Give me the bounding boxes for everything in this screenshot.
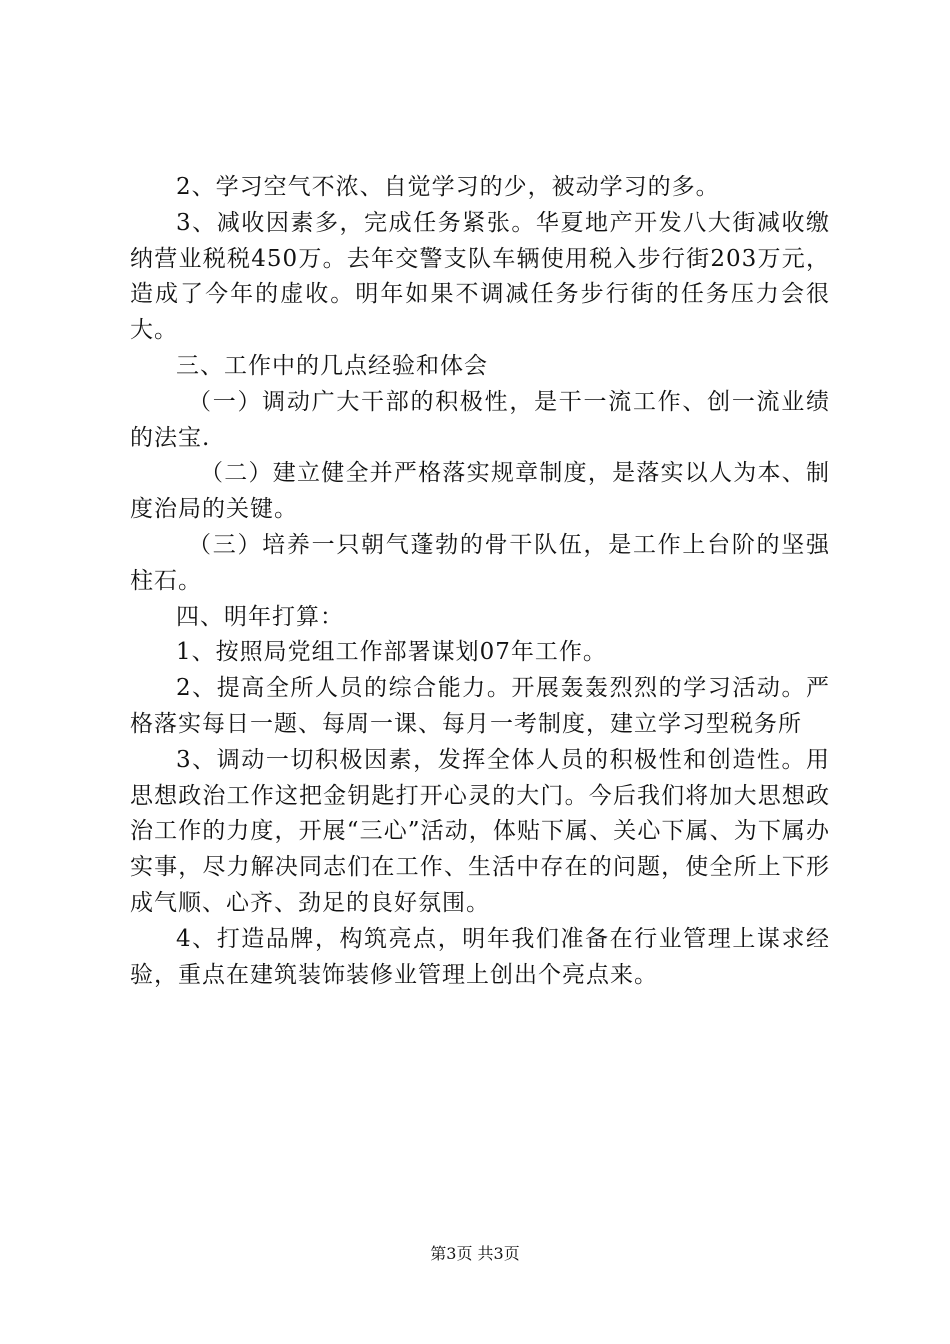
paragraph-plan-2: 2、提高全所人员的综合能力。开展轰轰烈烈的学习活动。严格落实每日一题、每周一课、每月一考制度，建立学习型税务所 [130,675,830,737]
paragraph-experience-3: （三）培养一只朝气蓬勃的骨干队伍，是工作上台阶的坚强柱石。 [130,531,830,594]
document-body [130,170,830,993]
paragraph-study-atmosphere: 2、学习空气不浓、自觉学习的少，被动学习的多。 [176,174,720,200]
paragraph-plan-4: 4、打造品牌，构筑亮点，明年我们准备在行业管理上谋求经验，重点在建筑装饰装修业管理上创出个亮点来。 [130,925,830,988]
page-number-footer: 第3页 共3页 [430,1244,520,1263]
paragraph-experience-2: （二）建立健全并严格落实规章制度，是落实以人为本、制度治局的关键。 [130,460,830,523]
paragraph-experience-1: （一）调动广大干部的积极性，是干一流工作、创一流业绩的法宝. [130,388,830,451]
paragraph-revenue-reduction: 3、减收因素多，完成任务紧张。华夏地产开发八大街减收缴纳营业税税450万。去年交警支队车辆使用税入步行街203万元，造成了今年的虚收。明年如果不调减任务步行街的任务压力会很大。 [130,209,830,344]
paragraph-plan-3: 3、调动一切积极因素，发挥全体人员的积极性和创造性。用思想政治工作这把金钥匙打开心灵的大门。今后我们将加大思想政治工作的力度，开展“三心”活动，体贴下属、关心下属、为下属办实事，尽力解决同志们在工作、生活中存在的问题，使全所上下形成气顺、心齐、劲足的良好氛围。 [130,746,830,916]
paragraph-plan-1: 1、按照局党组工作部署谋划07年工作。 [176,639,607,666]
heading-experience: 三、工作中的几点经验和体会 [176,352,488,379]
heading-next-year-plan: 四、明年打算： [176,603,344,630]
